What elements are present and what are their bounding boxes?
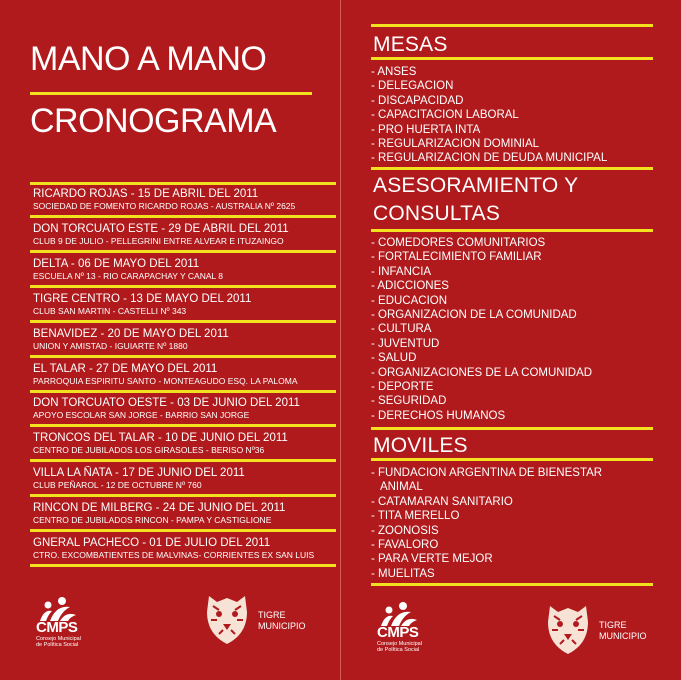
list-item: - ZOONOSIS (371, 524, 439, 537)
moviles-end-rule (371, 583, 653, 586)
event-venue: PARROQUIA ESPIRITU SANTO - MONTEAGUDO ESQ. LA PALOMA (33, 375, 298, 386)
asesoramiento-list (371, 236, 592, 423)
list-item: - TITA MERELLO (371, 510, 460, 523)
moviles-bottom-rule (371, 458, 653, 461)
tigre-wordmark: TIGRE MUNICIPIO (258, 610, 306, 631)
event-venue: CLUB SAN MARTIN - CASTELLI Nº 343 (33, 305, 187, 316)
right-panel (341, 0, 681, 680)
list-item: - DERECHOS HUMANOS (371, 409, 506, 422)
event-venue: UNION Y AMISTAD - IGUIARTE Nº 1880 (33, 340, 188, 351)
tigre-wordmark: TIGRE MUNICIPIO (599, 620, 647, 641)
list-item: - MUELITAS (371, 567, 435, 580)
list-item: - REGULARIZACION DOMINIAL (371, 138, 540, 151)
event-venue: CLUB 9 DE JULIO - PELLEGRINI ENTRE ALVEAR E ITUZAINGO (33, 235, 284, 246)
event-venue: CTRO. EXCOMBATIENTES DE MALVINAS- CORRIENTES EX SAN LUIS (33, 550, 315, 560)
moviles-heading: MOVILES (373, 434, 468, 457)
list-item: - DELEGACION (371, 80, 454, 93)
mesas-bottom-rule (371, 57, 653, 60)
event-item (33, 501, 333, 526)
event-venue: ESCUELA Nº 13 - RIO CARAPACHAY Y CANAL 8 (33, 270, 224, 281)
list-item: ANIMAL (371, 481, 423, 494)
list-item: - REGULARIZACION DE DEUDA MUNICIPAL (371, 152, 608, 165)
event-venue: SOCIEDAD DE FOMENTO RICARDO ROJAS - AUSTRALIA Nº 2625 (33, 201, 296, 211)
left-panel (0, 0, 340, 680)
event-title: EL TALAR - 27 DE MAYO DEL 2011 (33, 362, 218, 375)
list-item: - PRO HUERTA INTA (371, 123, 481, 136)
event-title: GNERAL PACHECO - 01 DE JULIO DEL 2011 (33, 537, 271, 549)
event-venue: CLUB PEÑAROL - 12 DE OCTUBRE Nº 760 (33, 480, 202, 491)
list-item: - FUNDACION ARGENTINA DE BIENESTAR (371, 467, 603, 479)
list-item: - ORGANIZACIONES DE LA COMUNIDAD (371, 366, 593, 379)
cmps-wordmark: CMPS (377, 624, 419, 641)
event-divider (30, 320, 336, 323)
tigre-logo-right (544, 600, 674, 660)
tigre-logo (203, 590, 333, 650)
list-item: - DEPORTE (371, 381, 434, 394)
asesoramiento-heading-2: CONSULTAS (373, 202, 501, 225)
list-item: - JUVENTUD (371, 337, 440, 350)
event-item (33, 431, 333, 456)
event-item (33, 222, 333, 247)
list-item: - FORTALECIMIENTO FAMILIAR (371, 251, 542, 264)
event-divider (30, 459, 336, 462)
schedule-rule (30, 182, 336, 185)
event-divider (30, 250, 336, 253)
list-item: - DISCAPACIDAD (371, 94, 464, 107)
event-title: VILLA LA ÑATA - 17 DE JUNIO DEL 2011 (33, 467, 245, 480)
list-item: - CAPACITACION LABORAL (371, 109, 519, 122)
moviles-list (371, 466, 602, 581)
event-divider (30, 285, 336, 288)
asesoramiento-heading: ASESORAMIENTO Y (373, 174, 579, 197)
event-divider (30, 424, 336, 427)
asesoramiento-bottom-rule (371, 229, 653, 232)
event-item (33, 327, 333, 352)
event-title: DON TORCUATO OESTE - 03 DE JUNIO DEL 2011 (33, 397, 300, 410)
cmps-subtitle: Consejo Municipal de Política Social (377, 641, 422, 653)
event-title: RICARDO ROJAS - 15 DE ABRIL DEL 2011 (33, 188, 259, 200)
event-item (33, 257, 333, 282)
list-item: - ORGANIZACION DE LA COMUNIDAD (371, 309, 577, 322)
event-item (33, 536, 333, 561)
event-title: DELTA - 06 DE MAYO DEL 2011 (33, 257, 200, 270)
tiger-head-icon (203, 590, 251, 646)
event-title: BENAVIDEZ - 20 DE MAYO DEL 2011 (33, 327, 229, 340)
list-item: - ADICCIONES (371, 280, 449, 293)
cmps-wordmark: CMPS (36, 619, 78, 636)
cmps-subtitle: Consejo Municipal de Política Social (36, 636, 81, 648)
event-venue: APOYO ESCOLAR SAN JORGE - BARRIO SAN JORGE (33, 410, 250, 421)
list-item: - SALUD (371, 352, 417, 365)
event-item (33, 362, 333, 387)
moviles-top-rule (371, 427, 653, 430)
list-item: - CATAMARAN SANITARIO (371, 495, 513, 508)
event-divider (30, 494, 336, 497)
mesas-heading: MESAS (373, 33, 448, 56)
event-item (33, 292, 333, 317)
list-item: - COMEDORES COMUNITARIOS (371, 237, 546, 249)
event-divider (30, 390, 336, 393)
event-divider (30, 355, 336, 358)
list-item: - SEGURIDAD (371, 395, 447, 408)
list-item: - INFANCIA (371, 265, 432, 278)
event-title: RINCON DE MILBERG - 24 DE JUNIO DEL 2011 (33, 502, 286, 515)
list-item: - FAVALORO (371, 539, 439, 552)
event-title: TRONCOS DEL TALAR - 10 DE JUNIO DEL 2011 (33, 432, 288, 445)
asesoramiento-top-rule (371, 167, 653, 170)
event-item (33, 396, 333, 421)
event-venue: CENTRO DE JUBILADOS RINCON - PAMPA Y CASTIGLIONE (33, 515, 272, 526)
title-rule (30, 92, 312, 95)
mesas-list (371, 65, 607, 166)
event-venue: CENTRO DE JUBILADOS LOS GIRASOLES - BERISO Nº36 (33, 445, 265, 456)
schedule-title: CRONOGRAMA (30, 102, 277, 140)
event-item (33, 187, 333, 212)
event-divider (30, 215, 336, 218)
event-title: TIGRE CENTRO - 13 DE MAYO DEL 2011 (33, 292, 252, 305)
list-item: - ANSES (371, 66, 417, 78)
cmps-logo (36, 595, 146, 655)
list-item: - CULTURA (371, 323, 432, 336)
tiger-head-icon (544, 600, 592, 656)
event-divider (30, 564, 336, 567)
mesas-top-rule (371, 24, 653, 27)
list-item: - PARA VERTE MEJOR (371, 553, 493, 566)
event-item (33, 466, 333, 491)
main-title: MANO A MANO (30, 40, 267, 78)
event-divider (30, 529, 336, 532)
list-item: - EDUCACION (371, 294, 448, 307)
cmps-logo-right (377, 600, 487, 660)
event-title: DON TORCUATO ESTE - 29 DE ABRIL DEL 2011 (33, 222, 289, 235)
